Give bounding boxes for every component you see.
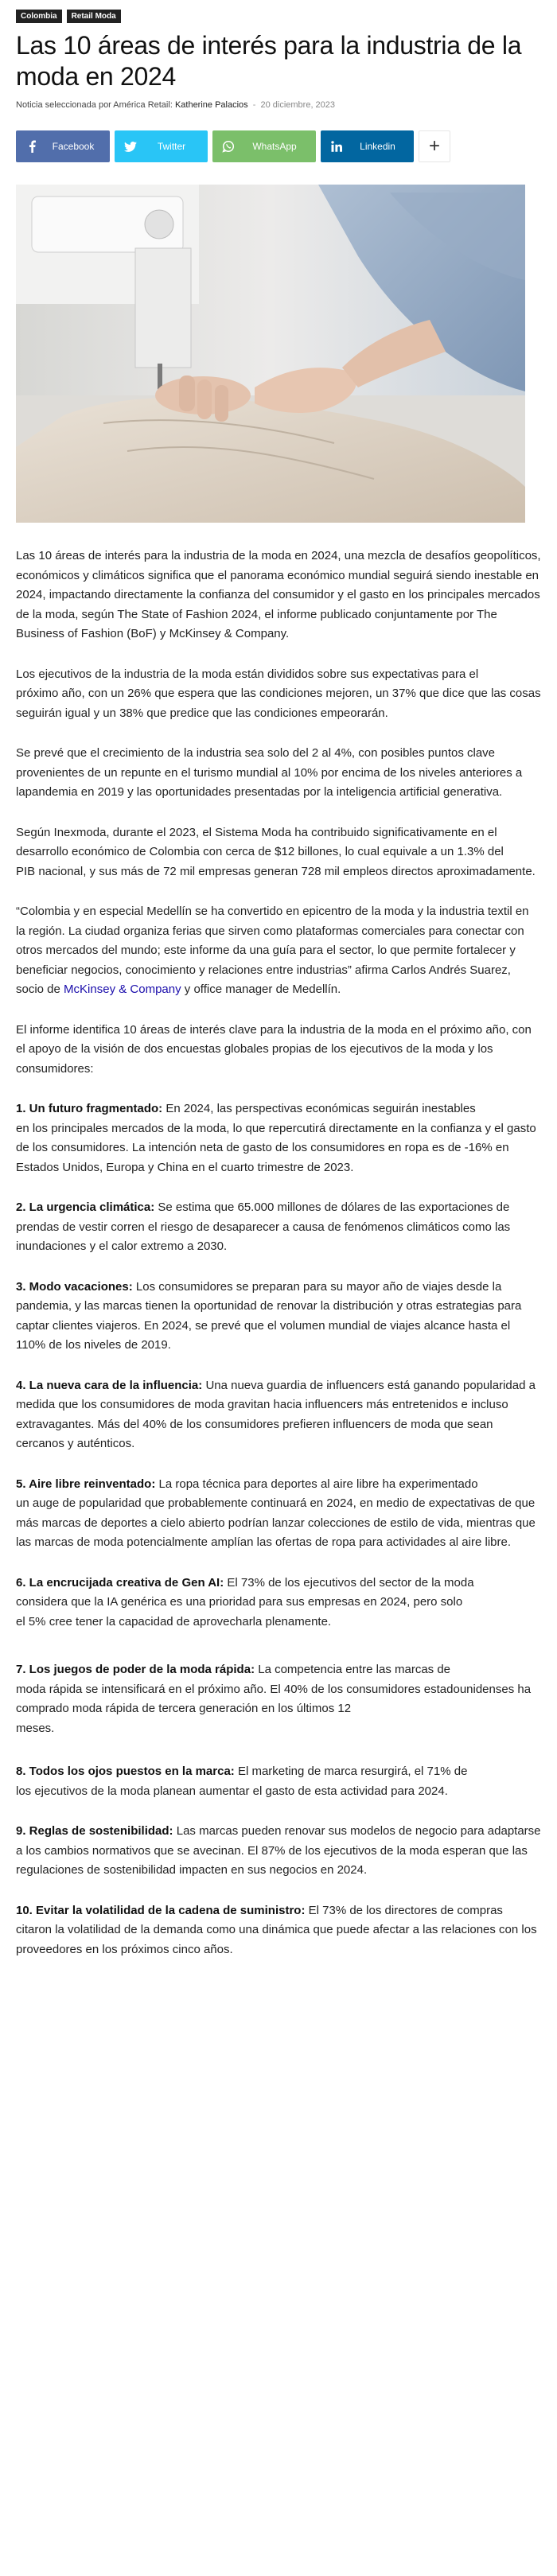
share-bar <box>16 130 541 162</box>
list-item-2 <box>16 1198 541 1257</box>
list-item-9 <box>16 1822 541 1881</box>
author-link[interactable]: Katherine Palacios <box>174 100 248 110</box>
list-item-1-text-2: en los principales mercados de la moda, lo que repercutirá directamente en la confianza y el gasto de los consumidores. La intención neta de gasto de los consumidores en ropa es de -16% en Estados Unidos, Europa y China en el cuarto trimestre de 2023. <box>16 1121 536 1174</box>
paragraph-intro: Las 10 áreas de interés para la industria de la moda en 2024, una mezcla de desafíos geopolíticos, económicos y climáticos significa que el panorama económico mundial seguirá siendo inestable en 2024, impactando directamente la confianza del consumidor y el gasto en los principales mercados de la moda, según The State of Fashion 2024, el informe publicado conjuntamente por The Business of Fashion (BoF) y McKinsey & Company. <box>16 549 541 640</box>
list-item-8-text: El marketing de marca resurgirá, el 71% de <box>237 1765 468 1778</box>
linkedin-share-button[interactable] <box>321 130 414 162</box>
list-item-7 <box>16 1660 541 1738</box>
quote-tail: y office manager de Medellín. <box>184 983 341 996</box>
paragraph-growth: Se prevé que el crecimiento de la industria sea solo del 2 al 4%, con posibles puntos clave provenientes de un repunte en el turismo mundial al 10% por encima de los niveles anteriores a lapandemia en 2019 y las oportunidades presentadas por la inteligencia artificial generativa. <box>16 746 523 799</box>
more-share-button[interactable] <box>419 130 450 162</box>
facebook-icon <box>16 130 48 162</box>
article-title: Las 10 áreas de interés para la industria de la moda en 2024 <box>16 31 522 91</box>
whatsapp-label: WhatsApp <box>252 141 297 152</box>
publish-date: 20 diciembre, 2023 <box>260 100 336 110</box>
list-item-4 <box>16 1376 541 1454</box>
list-item-6-text: El 73% de los ejecutivos del sector de la moda <box>227 1575 474 1590</box>
twitter-label: Twitter <box>157 141 186 152</box>
paragraph-inexmoda-line-3: PIB nacional, y sus más de 72 mil empresas generan 728 mil empleos directos aproximadamente. <box>16 864 536 878</box>
list-item-5-text: La ropa técnica para deportes al aire libre ha experimentado <box>158 1477 478 1491</box>
meta-separator: - <box>252 100 256 110</box>
paragraph-expectations <box>16 665 541 724</box>
list-item-8-text-2: los ejecutivos de la moda planean aumentar el gasto de esta actividad para 2024. <box>16 1784 448 1798</box>
list-item-6 <box>16 1574 541 1632</box>
list-item-8-heading: 8. Todos los ojos puestos en la marca: <box>16 1765 235 1778</box>
list-item-5 <box>16 1475 541 1553</box>
paragraph-report: El informe identifica 10 áreas de interés clave para la industria de la moda en el próximo año, con el apoyo de la visión de dos encuestas globales propias de los ejecutivos de la moda y los consumidores: <box>16 1022 532 1076</box>
list-item-4-text: Una nueva guardia de influencers está ganando popularidad a medida que los consumidores de moda gravitan hacia influencers más entretenidos e incluso extravagantes. Más del 40% de los consumidores prefieren influencers de moda que sean cercanos y auténticos. <box>16 1378 536 1450</box>
whatsapp-icon <box>212 130 244 162</box>
quote-text: “Colombia y en especial Medellín se ha convertido en epicentro de la moda y la industria textil en la región. La ciudad organiza ferias que sirven como plataformas comerciales para conectar con otros mercados del mundo; este informe da una guía para el sector, lo que permite fortalecer y beneficiar negocios, conocimiento y relaciones entre industrias” afirma Carlos Andrés Suarez, socio de <box>16 905 529 996</box>
list-item-1 <box>16 1099 541 1177</box>
meta-prefix: Noticia seleccionada por América Retail: <box>16 100 173 110</box>
list-item-3 <box>16 1278 541 1356</box>
paragraph-expectations-line-1: Los ejecutivos de la industria de la moda están divididos sobre sus expectativas para el <box>16 667 479 681</box>
list-item-3-heading: 3. Modo vacaciones: <box>16 1279 133 1294</box>
list-item-10-heading: 10. Evitar la volatilidad de la cadena de suministro: <box>16 1903 306 1917</box>
list-item-6-text-3: el 5% cree tener la capacidad de aprovecharla plenamente. <box>16 1614 332 1628</box>
list-item-3-text: Los consumidores se preparan para su mayor año de viajes desde la pandemia, y las marcas tienen la oportunidad de renovar la distribución y otras estrategias para captar clientes viajeros. En 2024, se prevé que el volumen mundial de viajes alcance hasta el 110% de los niveles de 2019. <box>16 1279 522 1352</box>
category-tags <box>16 0 541 23</box>
list-item-1-heading: 1. Un futuro fragmentado: <box>16 1102 163 1115</box>
sewing-machine-photo <box>16 185 525 523</box>
article-meta <box>16 99 541 111</box>
hero-image <box>16 185 525 523</box>
list-item-10 <box>16 1901 541 1960</box>
list-item-2-heading: 2. La urgencia climática: <box>16 1200 155 1214</box>
tag-retail-moda[interactable]: Retail Moda <box>67 10 121 23</box>
article-body <box>16 547 541 1959</box>
list-item-7-text-3: meses. <box>16 1721 55 1735</box>
list-item-2-text: Se estima que 65.000 millones de dólares de las exportaciones de prendas de vestir corren el riesgo de desaparecer a causa de fenómenos climáticos como las inundaciones y el calor extremo a 2030. <box>16 1200 511 1253</box>
twitter-share-button[interactable] <box>115 130 208 162</box>
facebook-label: Facebook <box>52 141 95 152</box>
tag-colombia[interactable]: Colombia <box>16 10 62 23</box>
list-item-7-text-2: moda rápida se intensificará en el próximo año. El 40% de los consumidores estadounidenses ha comprado moda rápida de tercera generación en los últimos 12 <box>16 1682 532 1715</box>
list-item-5-text-2: un auge de popularidad que probablemente continuará en 2024, en medio de expectativas de que más marcas de deportes a cielo abierto podrían lanzar colecciones de estilo de vida, mientras que las marcas de moda potencialmente amplían las ofertas de ropa para actividades al aire libre. <box>16 1496 536 1549</box>
paragraph-expectations-line-2: próximo año, con un 26% que espera que las condiciones mejoren, un 37% que dice que las cosas seguirán igual y un 38% que predice que las condiciones empeorarán. <box>16 687 541 720</box>
whatsapp-share-button[interactable] <box>212 130 316 162</box>
list-item-7-text: La competencia entre las marcas de <box>258 1663 451 1676</box>
plus-icon: + <box>428 135 440 157</box>
paragraph-inexmoda <box>16 823 541 882</box>
list-item-6-heading: 6. La encrucijada creativa de Gen AI: <box>16 1575 224 1590</box>
linkedin-icon <box>321 130 353 162</box>
list-item-7-heading: 7. Los juegos de poder de la moda rápida: <box>16 1663 255 1676</box>
list-item-8 <box>16 1762 541 1801</box>
twitter-icon <box>115 130 146 162</box>
list-item-1-text: En 2024, las perspectivas económicas seguirán inestables <box>166 1102 476 1115</box>
list-item-10-text: El 73% de los directores de compras citaron la volatilidad de la demanda como una dinámica que puede afectar a las relaciones con los proveedores en los próximos cinco años. <box>16 1903 537 1956</box>
paragraph-inexmoda-line-1: Según Inexmoda, durante el 2023, el Sistema Moda ha contribuido significativamente en el <box>16 825 497 839</box>
list-item-9-text: Las marcas pueden renovar sus modelos de negocio para adaptarse a los cambios normativos que se avecinan. El 87% de los ejecutivos de la moda esperan que las regulaciones de sostenibilidad impacten en sus negocios en 2024. <box>16 1824 541 1877</box>
list-item-5-heading: 5. Aire libre reinventado: <box>16 1477 156 1491</box>
mckinsey-link[interactable]: McKinsey & Company <box>64 983 181 996</box>
paragraph-quote <box>16 902 541 1000</box>
list-item-4-heading: 4. La nueva cara de la influencia: <box>16 1378 203 1392</box>
paragraph-inexmoda-line-2: desarrollo económico de Colombia con cerca de $12 billones, lo cual equivale a un 1.3% del <box>16 845 504 858</box>
list-item-6-text-2: considera que la IA genérica es una prioridad para sus empresas en 2024, pero solo <box>16 1595 463 1609</box>
list-item-9-heading: 9. Reglas de sostenibilidad: <box>16 1824 173 1838</box>
linkedin-label: Linkedin <box>360 141 395 152</box>
facebook-share-button[interactable] <box>16 130 110 162</box>
